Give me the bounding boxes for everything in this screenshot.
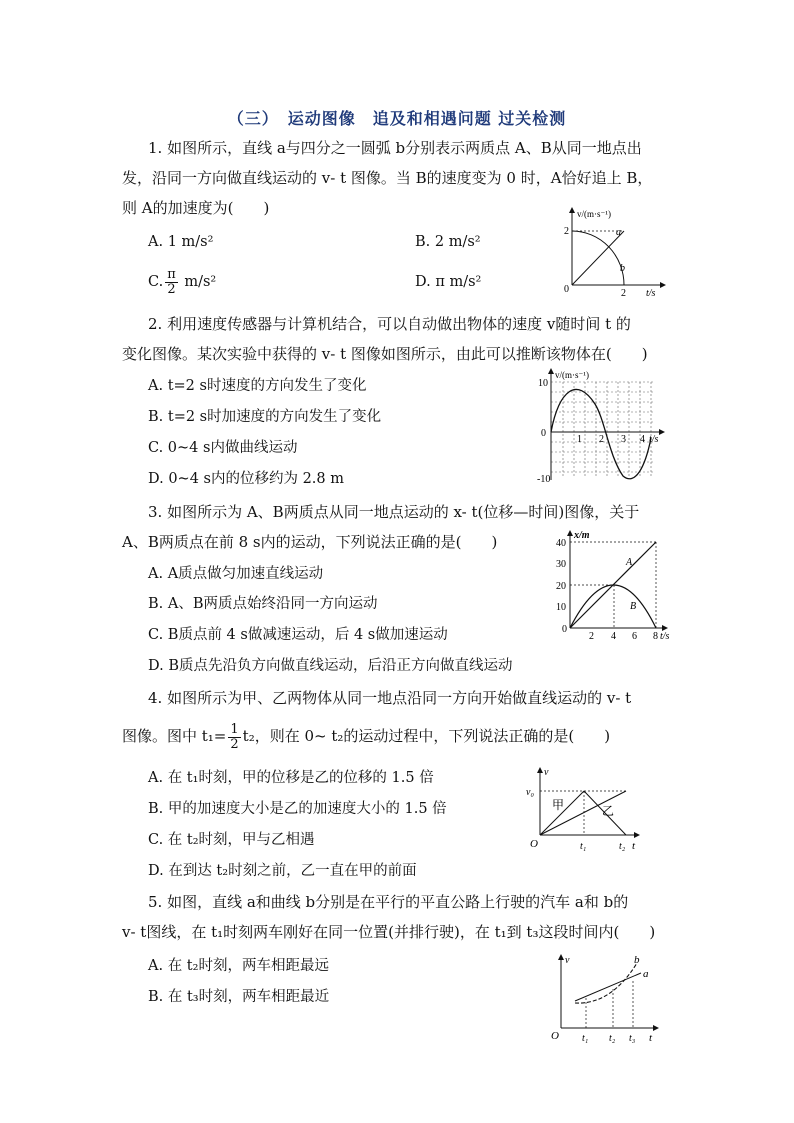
q4-option-d[interactable]: D. 在到达 t₂时刻之前，乙一直在甲的前面 <box>148 863 417 879</box>
q3-y-tick-10: 10 <box>556 602 566 613</box>
q2-option-b[interactable]: B. t=2 s时加速度的方向发生了变化 <box>148 409 382 425</box>
q2-stem-line1: 2. 利用速度传感器与计算机结合，可以自动做出物体的速度 v随时间 t 的 <box>148 315 631 333</box>
q1-stem-line3: 则 A的加速度为( ) <box>122 199 270 217</box>
q3-x-axis-label: t/s <box>660 631 670 642</box>
q3-stem-line1: 3. 如图所示为 A、B两质点从同一地点运动的 x- t(位移—时间)图像，关于 <box>148 503 640 521</box>
q5-label-b: b <box>634 954 640 966</box>
q2-stem-line2: 变化图像。某次实验中获得的 v- t 图像如图所示，由此可以推断该物体在( ) <box>122 345 648 363</box>
q1-stem-line2: 发，沿同一方向做直线运动的 v- t 图像。当 B的速度变为 0 时，A恰好追上 B， <box>122 169 653 187</box>
q2-vt-graph <box>537 368 672 486</box>
q3-option-d[interactable]: D. B质点先沿负方向做直线运动，后沿正方向做直线运动 <box>148 658 513 674</box>
q5-line-a <box>575 973 641 1001</box>
q3-stem-line2: A、B两质点在前 8 s内的运动，下列说法正确的是( ) <box>122 533 498 551</box>
q5-y-axis-label: v <box>565 955 570 966</box>
q3-y-axis-label: x/m <box>574 530 590 541</box>
q2-x-axis-label: t/s <box>649 434 659 445</box>
q4-vt-graph <box>522 765 648 853</box>
q5-t3-label: t₃ <box>629 1033 636 1043</box>
q4-x-axis-label: t <box>632 840 636 852</box>
q1-y-tick-2: 2 <box>564 226 569 237</box>
q1-vt-graph <box>560 205 670 297</box>
q1-x-axis-label: t/s <box>646 288 656 297</box>
q2-y-tick-10: 10 <box>538 378 548 389</box>
q3-y-tick-0: 0 <box>562 624 567 635</box>
q4-stem-line2: 图像。图中 t₁= $\frac{1}{2}$ t₂，则在 0~ t₂的运动过程中，下列说法正确的是( ) <box>122 721 611 752</box>
q4-option-b[interactable]: B. 甲的加速度大小是乙的加速度大小的 1.5 倍 <box>148 801 447 817</box>
q3-x-tick-8: 8 <box>653 631 658 642</box>
q5-option-a[interactable]: A. 在 t₂时刻，两车相距最远 <box>148 958 329 974</box>
q5-stem-line2: v- t图线，在 t₁时刻两车刚好在同一位置(并排行驶)，在 t₁到 t₃这段时间内( ) <box>122 923 656 941</box>
q4-y-axis-label: v <box>544 767 549 778</box>
q1-stem-line1: 1. 如图所示，直线 a与四分之一圆弧 b分别表示两质点 A、B从同一地点出 <box>148 139 642 157</box>
q2-x-tick-3: 3 <box>621 434 626 445</box>
q3-label-a: A <box>626 557 633 568</box>
q5-t1-label: t₁ <box>582 1033 589 1043</box>
q1-origin-label: 0 <box>564 284 569 295</box>
q1-label-a: a <box>616 227 621 238</box>
q1-option-c-fraction: $\frac{\pi}{2}$ <box>167 266 176 297</box>
q3-x-tick-4: 4 <box>611 631 616 642</box>
q2-x-tick-4: 4 <box>640 434 645 445</box>
q3-option-c[interactable]: C. B质点前 4 s做减速运动，后 4 s做加速运动 <box>148 627 448 643</box>
q4-label-yi: 乙 <box>602 804 615 818</box>
q5-origin-label: O <box>551 1030 559 1042</box>
q3-y-tick-20: 20 <box>556 581 566 592</box>
q2-y-tick-0: 0 <box>541 428 546 439</box>
q2-x-tick-1: 1 <box>577 434 582 445</box>
q2-y-tick-neg10: -10 <box>537 474 551 485</box>
q1-x-tick-2: 2 <box>621 288 626 297</box>
q1-label-b: b <box>620 263 625 274</box>
q2-option-a[interactable]: A. t=2 s时速度的方向发生了变化 <box>148 378 367 394</box>
q1-option-d[interactable]: D. π m/s² <box>415 274 482 290</box>
q5-label-a: a <box>643 968 649 980</box>
q2-option-c[interactable]: C. 0~4 s内做曲线运动 <box>148 440 298 456</box>
q1-line-a <box>572 231 624 285</box>
q5-t2-label: t₂ <box>609 1033 616 1043</box>
q2-option-d[interactable]: D. 0~4 s内的位移约为 2.8 m <box>148 471 345 487</box>
q1-y-axis-label: v/(m·s⁻¹) <box>577 209 611 219</box>
q3-option-b[interactable]: B. A、B两质点始终沿同一方向运动 <box>148 596 378 612</box>
q1-option-a[interactable]: A. 1 m/s² <box>148 234 214 250</box>
page-title: （三） 运动图像 追及和相遇问题 过关检测 <box>227 109 567 128</box>
q4-option-a[interactable]: A. 在 t₁时刻，甲的位移是乙的位移的 1.5 倍 <box>148 770 434 786</box>
q1-option-c[interactable]: C. $\frac{\pi}{2}$ m/s² <box>148 266 217 297</box>
q4-t1-label: t₁ <box>580 841 587 852</box>
q3-x-tick-6: 6 <box>632 631 637 642</box>
q4-stem-line1: 4. 如图所示为甲、乙两物体从同一地点沿同一方向开始做直线运动的 v- t <box>148 689 632 707</box>
q3-option-a[interactable]: A. A质点做匀加速直线运动 <box>148 566 324 582</box>
q5-x-axis-label: t <box>649 1032 653 1043</box>
q5-vt-graph <box>545 953 665 1043</box>
q1-option-b[interactable]: B. 2 m/s² <box>415 234 481 250</box>
q4-t2-label: t₂ <box>619 841 626 852</box>
q4-origin-label: O <box>530 838 538 850</box>
q4-fraction: $\frac{1}{2}$ <box>230 721 239 752</box>
q4-label-jia: 甲 <box>552 798 565 812</box>
q3-y-tick-40: 40 <box>556 538 566 549</box>
q3-y-tick-30: 30 <box>556 559 566 570</box>
q4-option-c[interactable]: C. 在 t₂时刻，甲与乙相遇 <box>148 832 315 848</box>
q4-v0-label: v₀ <box>526 787 534 798</box>
q3-x-tick-2: 2 <box>589 631 594 642</box>
q2-x-tick-2: 2 <box>599 434 604 445</box>
q3-curve-b <box>570 585 656 628</box>
q5-stem-line1: 5. 如图，直线 a和曲线 b分别是在平行的平直公路上行驶的汽车 a和 b的 <box>148 893 629 911</box>
q3-xt-graph <box>552 528 682 644</box>
q5-option-b[interactable]: B. 在 t₃时刻，两车相距最近 <box>148 989 330 1005</box>
q3-label-b: B <box>630 601 637 612</box>
q2-y-axis-label: v/(m·s⁻¹) <box>555 370 589 380</box>
